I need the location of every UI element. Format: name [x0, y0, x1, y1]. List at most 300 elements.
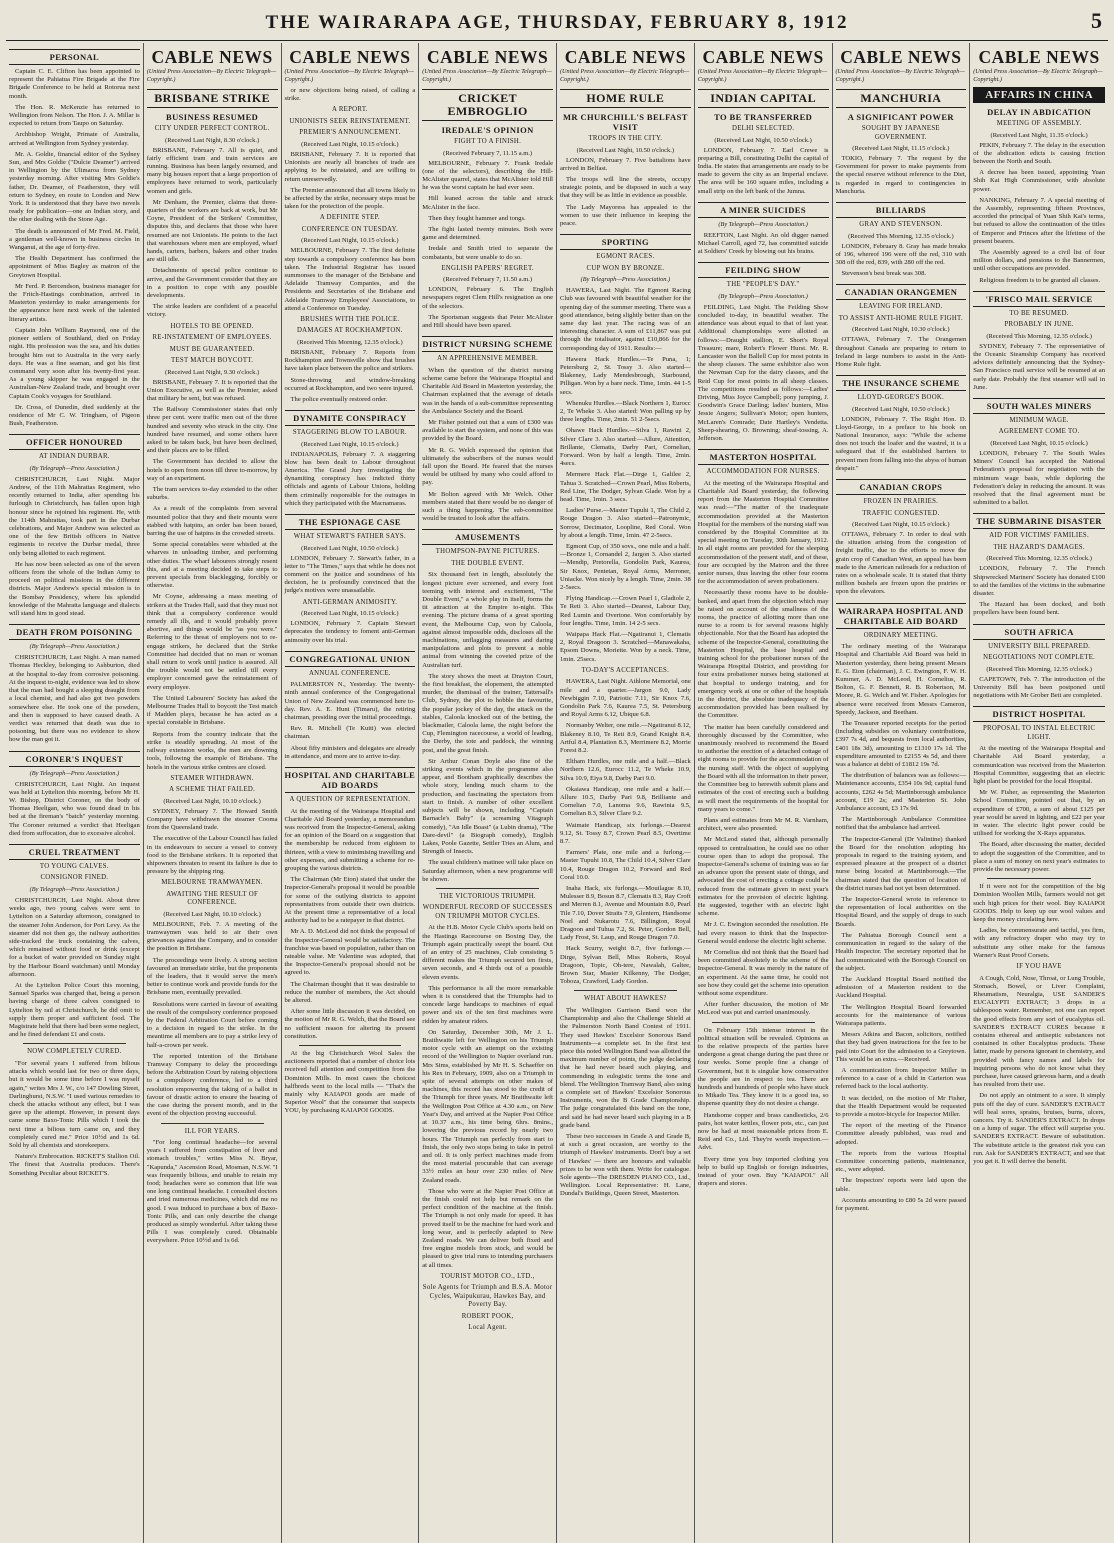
- subhead: CONSIGNOR FINED.: [40, 874, 109, 882]
- subhead: CUP WON BY BRONZE.: [586, 264, 665, 272]
- paragraph: The ordinary meeting of the Wairarapa Hospital and Charitable Aid Board was held in Masterton yesterday, there being present Messrs E. G. Eton (chairman), J. C. Ewington, F. W. H. Kummer, A. D. McLeod, H. Cornelius, R. Bolton, G. F. Bennett, R. B. Robertson, M. Moore, R. G. Welch and W. Fisher. Apologies for absence were received from Messrs Cameron, Speedy, Jackson, and Beetham.: [835, 643, 967, 716]
- paragraph: The Board, after discussing the matter, decided to adopt the suggestion of the Committee, and to place a sum of money on next year's estimates to provide the necessary power.: [973, 841, 1105, 874]
- headline-officer: OFFICER HONOURED: [9, 434, 140, 450]
- paragraph: Ohawe Hack Hurdles.—Silva 1, Rawini 2, Silver Clare 3. Also started:—Allure, Attention, Brillante, Clematis, Darby Pari, Cornelian, Forward. Won by half a length. Time, 2min. 4secs.: [560, 427, 691, 468]
- paragraph: These two successes in Grade A and Grade B, at such a great occasion, are worthy to the triumph of Hawkes' instruments. Don't buy a set of Hawkes' — there are honours and valuable prizes to be won with them. Write for catalogue. Sole agents—The DRESDEN PIANO CO., Ltd., Wellington. Local Representative: H. Lane, Dundal's Buildings, Queen Street, Masterton.: [560, 1133, 691, 1198]
- paragraph: HAWERA, Last Night. The Egmont Racing Club was favoured with beautiful weather for the opening day of the summer meeting. There was a good attendance, being slightly better than on the same day last year. The racing was of an interesting character. A sum of £11,867 was put through the totalisator, against £10,866 for the corresponding day of 1911. Results:—: [560, 287, 691, 352]
- subhead: TO BE TRANSFERRED: [714, 112, 813, 122]
- headline-wairarapa-board: WAIRARAPA HOSPITAL AND CHARITABLE AID BOARD: [836, 603, 967, 629]
- ad-company: TOURIST MOTOR CO., LTD.,: [440, 1272, 535, 1280]
- subhead: AT INDIAN DURBAR.: [38, 453, 110, 461]
- received-time: (Received This Morning, 12.35 o'clock.): [986, 332, 1092, 340]
- paragraph: or new objections being raised, of calling a strike.: [284, 87, 416, 103]
- paragraph: After some little discussion it was decided, on the motion of Mr R. G. Welch, that the Board see no sufficient reason for altering its present constitution.: [284, 1008, 416, 1040]
- paragraph: About fifty ministers and delegates are already in attendance, and more are to arrive to-day.: [284, 744, 416, 760]
- subhead: GRAY AND STEVENSON.: [859, 221, 943, 229]
- paragraph: At the big Christchurch Wool Sales the auctioneers reported that a number of choice lots received full attention and competition from the Dominion Mills. In most cases the choicest halfbreds went to the local mills — "That's the mainly why KAIAPOI goods are made of Superior Wool" that the consumer that suspects YOU, by purchasing KAIAPOI GOODS.: [284, 1050, 416, 1115]
- paragraph: Rev. R. Mitchell (Te Kuiti) was elected chairman.: [284, 725, 416, 741]
- subhead: MELBOURNE TRAMWAYMEN.: [161, 879, 263, 887]
- paragraph: The Hazard has been docked, and both propellers have been found bent.: [973, 601, 1105, 617]
- received-time: (Received Last Night, 9.30 o'clock.): [165, 368, 260, 376]
- headline-masterton-hospital: MASTERTON HOSPITAL: [698, 449, 829, 465]
- paragraph: Inaha Hack, six furlongs.—Mouilague 8.10, Mulesser 8.9, Bosun 8.7, Clematis 8.3, Ray Croft and Merren 8.1, Avenue and Mountain 8.0, Pearl Tile 7.10, Dover Straits 7.9, Glentern, Handsome Noel and Nukarotu 7.6, Billington, Royal Dragoon and Tuhua 7.2, St. Peter, Gordon Bell, Lady Frost, St. Laup, and Rouge Dragon 7.0.: [560, 885, 691, 942]
- paragraph: Stevenson's best break was 308.: [841, 270, 927, 278]
- paragraph: The police eventually restored order.: [290, 395, 388, 403]
- paragraph: SYDNEY, February 7. The Howard Smith Company have withdrawn the steamer Cooma from the Queensland trade.: [146, 807, 278, 832]
- cable-news-header: CABLE NEWS: [702, 47, 824, 67]
- paragraph: The Inspectors' reports were laid upon the table.: [835, 1177, 967, 1193]
- subhead: IF YOU HAVE: [1016, 963, 1062, 971]
- paragraph: Mr McLeod stated that, although personally opposed to centralisation, he could see no other course open than to adopt the proposal. The Inspector-General's scheme of training was so far an advance upon the present state of things, and advocated the cost of erecting a cottage could be reduced from the estimate given in next year's estimates for the provision of electric lighting. He suggested, together with an electric light scheme.: [697, 836, 829, 918]
- paragraph: Religious freedom is to be granted all classes.: [979, 276, 1101, 284]
- subhead: THOMPSON-PAYNE PICTURES.: [435, 548, 540, 556]
- paragraph: CHRISTCHURCH, Last Night. A man named Thomas Heckley, belonging to Ashburton, died at the hospital to-day from corrosive poisoning. At the inquest to-night, evidence was led to show that the man had bought a sleeping draught from a local chemist, and had also got two powders somewhere else. He took one of the powders, and then is supposed to have caused death. A verdict was returned that death was due to poisoning, but there was no evidence to show how the man got it.: [9, 654, 140, 744]
- column-3: [282, 43, 420, 1543]
- headline-feilding: FEILDING SHOW: [698, 262, 829, 278]
- paragraph: Do not apply an ointment to a sore. It simply puts off the day of cure. SANDER'S EXTRACT will heal sores, sprains, bruises, burns, ulcers, cancers. Try it. SANDER'S EXTRACT. In drops on a lump of sugar. The effect will surprise you. SANDER'S EXTRACT. Beware of substitution. The substitute article is the greatest risk you can run. Ask for SANDER'S EXTRACT, and see that you get it. It will derive the benefit.: [973, 1092, 1105, 1166]
- received-time: (Received Last Night, 10.15 o'clock.): [301, 237, 399, 245]
- paragraph: The Auckland Hospital Board notified the admission of a Masterton resident to the Auckland Hospital.: [835, 975, 967, 1000]
- subhead: WHAT STEWART'S FATHER SAYS.: [293, 533, 407, 541]
- paragraph: The Assembly agreed to a civil list of four million dollars, and pensions to the Bannermen, until other occupations are provided.: [973, 248, 1105, 273]
- paragraph: The Government has decided to allow the hotels to open from noon till three to-morrow, by way of an experiment.: [146, 458, 278, 482]
- subhead: PROBABLY IN JUNE.: [1004, 321, 1074, 329]
- paragraph: Eltham Hurdles, one mile and a half.—Black Northern 12.6, Eurocc 11.2, Te Wheke 10.9, Silva 10.9, Eiya 9.8, Darby Pari 9.0.: [560, 758, 691, 782]
- paragraph: The Railway Commissioner states that only three per cent. were traffic men out of the three hundred and seventy who struck in the city. One hundred have resumed, and some others have asked to be taken back, but have been declined, and their places are to be filled.: [146, 406, 278, 455]
- paragraph: The story shows the meet at Drayton Court, the first breakfast, the elopement, the attempted murder, the dismissal of the trainer, Tattersall's Club, Sydney, the plot to hobble the favourite, the popular jockey of the day, the attack on the stables, Caloola knocked out of the betting, the blackmailer, Caloola lame, the night before the Cup, Flemington racecourse, a world of leading, the Derby, the tote and paddock, the winning post, and the great finish.: [422, 672, 553, 754]
- received-time: (Received Last Night, 10.50 o'clock.): [714, 136, 812, 144]
- subhead: PROPOSAL TO INSTAL ELECTRIC LIGHT.: [982, 725, 1096, 741]
- paragraph: Every time you buy imported clothing you help to build up English or foreign industries, instead of your own. Buy "KAIAPOI." All drapers and stores.: [697, 1155, 829, 1188]
- received-time: (Received Last Night, 11.35 o'clock.): [990, 131, 1088, 139]
- telegraph-credit: (By Telegraph—Press Association.): [718, 292, 808, 300]
- paragraph: Waipapa Hack Flat.—Ngatiranui 1, Clematis 2, Royal Dragoon 3. Scratched—Manawakaha, Epsom Downs, Moriette. Won by a neck. Time, 1min. 25secs.: [560, 631, 691, 663]
- paragraph: LONDON, February 8. Gray has made breaks of 196, whereof 196 were off the red, 310 with 308 off the red, 839, with 280 off the red.: [835, 242, 967, 266]
- paragraph: The Treasurer reported receipts for the period (including subsidies on voluntary contributions, £397 7s 4d, and bequests from local authorities, £401 18s 3d), amounting to £1310 17s 1d. The expenditure amounted to £2155 4s 5d, and there was a balance at debit of £1812 19s 7d.: [835, 720, 967, 769]
- association-credit: (United Press Association—By Electric Telegraph—Copyright.): [284, 68, 414, 83]
- subhead: NEGOTIATIONS NOT COMPLETE.: [983, 654, 1096, 662]
- subhead: FIGHT TO A FINISH.: [454, 138, 522, 145]
- paragraph: Ladies' Purse.—Master Tupuhi 1, The Child 2, Rouge Dragon 3. Also started—Patronymic, Sorrow, Decimator, Loopline, Red Coral. Won by about a length. Time, 1min. 47 2-5secs.: [560, 507, 691, 539]
- paragraph: A decree has been issued, appointing Yuan Shih Kai High Commissioner, with absolute power.: [973, 169, 1105, 193]
- paragraph: Normanby Welter, one mile.—Ngatiranui 8.12, Blakeney 8.10, Te Reti 8.9, Grand Knight 8.4, Artful 8.4, Plantation 8.3, Merrimere 8.2, Morrie Forest 8.2.: [560, 722, 691, 754]
- paragraph: Mermere Hack Flat.—Dirge 1, Galilee 2, Tahua 3. Scratched—Crown Pearl, Miss Roberts, Red Line, The Dodger, Sylvan Glade. Won by a head. Time, 1min. 3 secs.: [560, 471, 691, 503]
- telegraph-credit: (By Telegraph—Press Association.): [29, 643, 120, 651]
- paragraph: Hack Scurry, weight 8.7, five furlongs.—Dirge, Sylvan Bell, Miss Roberts, Royal Dragoon, Topic, Oh-tere, Nawalah, Galtee, Brown Star, Master Kilkenny, The Dodger, Toboza, Crawford, Lady Gordon.: [560, 945, 691, 986]
- paragraph: Messrs Atkins and Bacon, solicitors, notified that they had given instructions for the fee to be paid into Court for the admission to a Greytown. This would be an extra.—Received.: [835, 1031, 967, 1063]
- paragraph: Handsome copper and brass candlesticks, 2/6 pairs, hot water kettles, flower pots, etc., can just now be had at most reasonable prices from E. Reid and Co., Ltd. They're worth inspection.—Advt.: [697, 1111, 829, 1152]
- paragraph: Resolutions were carried in favour of awaiting the result of the compulsory conference proposed by the Federal Arbitration Court before coming to a decision in regard to the strike. In the meantime all members are to pay a strike levy of half-a-crown per week.: [146, 1000, 278, 1049]
- subhead: AWAITING THE RESULT OF CONFERENCE.: [166, 890, 259, 907]
- paragraph: The usual children's matinee will take place on Saturday afternoon, when a new programme will be shown.: [422, 859, 553, 883]
- paragraph: The Premier announced that all towns likely to be affected by the strike, necessary steps must be taken for the protection of the people.: [284, 186, 416, 211]
- headline-orangemen: CANADIAN ORANGEMEN: [836, 284, 967, 300]
- headline-nursing: DISTRICT NURSING SCHEME: [422, 336, 553, 352]
- headline-coroner: CORONER'S INQUEST: [9, 751, 140, 767]
- subhead: NOW COMPLETELY CURED.: [27, 1048, 122, 1056]
- paragraph: Then they fought hammer and tongs.: [428, 214, 526, 222]
- paragraph: BRISBANE, February 7. Reports from Rockhampton and Townsville show that brushes have taken place between the police and strikers.: [284, 348, 416, 373]
- paragraph: The Inspector-General wrote in reference to the representation of local authorities on the Hospital Board, and the supply of drugs to such Boards.: [835, 896, 967, 928]
- paragraph: At the meeting of the Wairarapa Hospital and Charitable Aid Board yesterday, a communication was received from the Masterton Hospital Committee, suggesting that an electric light plant be provided for the local Hospital.: [973, 745, 1105, 786]
- received-time: (Received Last Night, 10.10 o'clock.): [163, 797, 261, 805]
- received-time: (Received Last Night, 8.30 o'clock.): [165, 136, 260, 144]
- subhead: TEST MATCH BOYCOTT.: [170, 357, 254, 365]
- paragraph: The United Labourers' Society has asked the Melbourne Trades Hall to boycott the Test match if Madden plays, because he has acted as a special constable in Brisbane.: [146, 694, 278, 727]
- headline-miner: A MINER SUICIDES: [698, 202, 829, 218]
- subhead: MR CHURCHILL'S BELFAST VISIT: [562, 112, 688, 132]
- subhead: AN APPREHENSIVE MEMBER.: [437, 355, 539, 363]
- paragraph: The matter has been carefully considered and thoroughly discussed by the Committee, who unanimously resolved to recommend the Board to authorise the erection of a detached cottage of eight rooms to provide for the accommodation of the nursing staff. With the object of supplying the Board with all the information in their power, the Committee beg to herewith submit plans and estimates of the cost of erecting such a building as will meet the requirements of the hospital for many years to come.": [697, 723, 829, 813]
- paragraph: Captain C. E. Clifton has been appointed to represent the Pahiatua Fire Brigade at the Fire Brigade Conference to be held at Rotorua next month.: [9, 68, 140, 100]
- headline-south-africa: SOUTH AFRICA: [973, 624, 1105, 640]
- paragraph: Mr Bolton agreed with Mr Welch. Other members stated that there would be no danger of such a thing happening. The sub-committee would be trusted to look after the affairs.: [422, 490, 553, 523]
- paragraph: A communication from Inspector Miller in reference to a case of a child in Carterton was referred back to the local authority.: [835, 1066, 967, 1091]
- paragraph: The reports from the various Hospital Committee concerning patients, maintenance, etc., were adopted.: [835, 1149, 967, 1174]
- received-time: (Received Last Night, 11.15 o'clock.): [852, 145, 950, 152]
- paragraph: CHRISTCHURCH, Last Night. Major Andrew, of the 11th Mahrattas Regiment, who recently returned to India, after spending his furlough in Christchurch, has fallen upon high honour since he rejoined his regiment. He, with the 114th Mahrattas, took part in the Durbar celebrations, and Major Andrew was selected as one of the few British officers in Native regiments to receive the Durbar medal, three only being allotted to each regiment.: [9, 475, 140, 557]
- paragraph: MELBOURNE, February 7. Frank Iredale (one of the selectors), describing the Hill-McAlister quarrel, states that McAlister told Hill he was the worst captain he had ever seen.: [422, 159, 553, 192]
- paragraph: A Cough, Cold, Nose, Throat, or Lung Trouble, Stomach, Bowel, or Liver Complaint, Rheumatism, Neuralgia, USE SANDER'S EUCALYPTI EXTRACT; 3 drops in a tablespoon water. Remember, not one can report the good effects from any sort of eucalyptus oil. SANDER'S EXTRACT CURES because it contains ethereal and antiseptic substances not contained in other Eucalyptus products. These latter, made by persons ignorant in chemistry, and provided with fancy names and labels for inquiring persons who do not know what they purchase, have caused grievous harm, and a death has resulted from their use.: [973, 974, 1105, 1089]
- paragraph: The Chairman (Mr Eton) stated that under the Inspector-General's proposal it would be possible for some of the outlying districts to appoint representatives from outside their own districts. At the present time a representative of a local authority had to be a ratepayer in that district.: [284, 876, 416, 925]
- paragraph: BRISBANE, February 7. It is reported that Unionists are nearly all branches of trade are applying to be reinstated, and are willing to return unreservedly.: [284, 150, 416, 183]
- paragraph: Plans and estimates from Mr M. R. Varnham, architect, were also presented.: [697, 816, 829, 833]
- subhead: ANNUAL CONFERENCE.: [308, 669, 391, 677]
- paragraph: The reported intention of the Brisbane Tramway Company to delay the proceedings before the Arbitration Court by raising objections to a compulsory conference, led to a third resolution empowering the taking of a ballot in favour of drastic action to ensure the hearing of the case during the present month, and in the event of the objection proving successful.: [146, 1052, 278, 1118]
- subhead: A SIGNIFICANT POWER: [847, 112, 954, 122]
- headline-brisbane: BRISBANE STRIKE: [147, 89, 278, 108]
- subhead: UNIVERSITY BILL PREPARED.: [988, 642, 1091, 650]
- paragraph: LONDON, February 7. Five battalions have arrived in Belfast.: [560, 156, 691, 172]
- paragraph: Egmont Cup, of 350 sovs., one mile and a half.—Bronze 1, Cornandel 2, Jargon 3. Also started—Mendip, Pretorella, Gondolin Park, Kaurea, Sir Knox, Pentetan, Royal Arms, Merroner, Uniacke. Won nicely by a length. Time, 2min. 38 2-5secs.: [560, 543, 691, 592]
- headline-congregational: CONGREGATIONAL UNION: [285, 651, 416, 667]
- headline-billiards: BILLIARDS: [836, 202, 967, 218]
- columns: [6, 43, 1108, 1543]
- paragraph: Reports from the country indicate that the strike is steadily spreading. At most of the railway extension works, the men are downing tools, following the example of Brisbane. The hotels in the various strike centres are closed.: [146, 730, 278, 771]
- association-credit: (United Press Association—By Electric Telegraph—Copyright.): [146, 68, 277, 83]
- subhead: UNIONISTS SEEK REINSTATEMENT.: [289, 117, 411, 125]
- paragraph: FEILDING, Last Night. The Feilding Show concluded to-day, in beautiful weather. The attendance was about equal to that of last year. Additional championships were allotted as follows:—Draught stallion, E. Short's Royal Treasure; mare, Robert's Flower Hurst. Mr. R. Lancaster won the Ballell Cup for most points in the sheep classes. The same exhibitor also won the Newman Cup for the dairy classes, and the Reid Cup for most points in all sheep classes. The competitions resulted as follows:—Ladies' Driving, Miss Joyce Campbell; pony jumping, J. Goodwin's Grace Darling; ladies' hunters, Miss Jessie Angers; Sullivan's Motor; open hunters, McLaren's Comrade; Date Hartley's Vendetta. Sheep-shearing, O. Browning; sheaf-tossing, A. Jefferson.: [697, 303, 829, 443]
- paragraph: At the meeting of the Wairarapa Hospital and Charitable Aid Board yesterday, the following report from the Masterton Hospital Committee was read:—"The matter of the inadequate accommodation provided at the Masterton Hospital for the members of the nursing staff was considered by the Hospital Committee at its special meeting on Tuesday, 30th January, 1912. In all eight rooms are provided for the sleeping accommodation of the present staff, and of these, four are occupied by the Matron and the three senior nurses, thus leaving the other four rooms for the accommodation of seven probationers.: [697, 479, 829, 586]
- received-time: (Received Last Night, 10.15 o'clock.): [301, 140, 399, 148]
- paragraph: Mr. A. Goldie, financial editor of the Sydney Sun, and Mrs Goldie ("Dulcie Deamer") arrived in Wellington by the Ulimaroa from Sydney yesterday morning. After visiting Mrs Goldie's father, Dr. Deamer, of Featherston, they will return to Sydney, en route to London and New York. It is understood that they have two novels ready for publication—one an Indian story, and the other dealing with the Stone Age.: [9, 150, 140, 224]
- cable-news-header: CABLE NEWS: [427, 47, 549, 67]
- cable-news-header: CABLE NEWS: [289, 47, 411, 67]
- column-7: [833, 43, 971, 1543]
- paragraph: Six thousand feet in length, absolutely the longest picture ever screened, and every foot teeming with interest and excitement, "The Double Event," a whole play in itself, forms the tit attraction at the Empire to-night. This evening. The picture drama of a great sporting event, the Melbourne Cup, won by Caloola, against almost impossible odds, discloses all the machinations, unflagging measures and daring manipulations and plots to prevent a noble animal from winning the coveted prize of the Australian turf.: [422, 571, 553, 669]
- headline-indian-capital: INDIAN CAPITAL: [698, 89, 829, 108]
- paragraph: If it were not for the competition of the big Dominion Woollen Mills, farmers would not get such high prices for their wool. Buy KAIAPOI GOODS. Help to keep up our wool values and keep the money circulating here.: [973, 883, 1105, 924]
- received-time: (Received February 7, 11.50 a.m.): [443, 276, 533, 284]
- divider: [23, 1043, 126, 1044]
- paragraph: The Lady Mayoress has appealed to the women to use their influence in keeping the peace.: [560, 203, 691, 227]
- paragraph: BRISBANE, February 7. All is quiet, and fairly efficient tram and train services are running. Business has been largely resumed, and many big houses report that a large proportion of employees have returned to work, particularly women and girls.: [146, 146, 278, 195]
- headline-manchuria: MANCHURIA: [836, 89, 967, 108]
- paragraph: Okaiawa Handicap, one mile and a half.—Allure 10.5, Darby Pari 9.8, Brilliante and Cornelian 7.0, Lanoma 9.6, Rawinia 9.5, Cornelian 8.3, Silver Clare 9.2.: [560, 785, 691, 818]
- paragraph: Nature's Embrocation. RICKET'S Stallion Oil. The finest that Australia produces. There's Something Peculiar about RICKET'S.: [9, 1153, 140, 1177]
- paragraph: LONDON, February 7. Stewart's father, in a letter to "The Times," says that while he does not comment on the justice and soundness of his decision, he is profoundly convinced that the judge's motives were unassailable.: [284, 554, 416, 595]
- divider: [987, 878, 1091, 879]
- paragraph: LONDON, February 7. Earl Crewe is preparing a Bill, constituting Delhi the capital of India. He states that arrangements are ready to be made to govern the city as an Imperial enclave. The area will be 160 square miles, including a small strip on the left bank of the Jumna.: [697, 146, 829, 195]
- paragraph: On February 15th intense interest in the political situation will be revealed. Opinions as to the relative prospects of the parties have undergone a great change during the past three or four weeks. Some people fine a change of Government, but it is singular how conservative the people are in respect to tea. There are hundreds and hundreds of people who have stuck to Mikado Tea. They know it is a good tea, so dispense quantity they do not desire a change.: [697, 1026, 829, 1108]
- paragraph: The Martinborough Ambulance Committee notified that the ambulance had arrived.: [835, 816, 967, 832]
- telegraph-credit: (By Telegraph—Press Association.): [29, 769, 120, 777]
- association-credit: (United Press Association—By Electric Telegraph—Copyright.): [835, 68, 965, 83]
- paragraph: Captain John William Raymond, one of the pioneer settlers of Southland, died on Friday night. His profession was the sea, and his duties brought him out to Australia in the very early days. He was a fine seaman, and got his first command very soon after his twenty-first year. As a young skipper he was engaged in the Australian-New Zealand trade, and brought over Captain Cook's voyages for Southland.: [9, 326, 140, 400]
- cable-news-header: CABLE NEWS: [564, 47, 686, 67]
- paragraph: LONDON, February 7. The French Shipwrecked Mariners' Society has donated £100 to aid the families of the victims in the submarine disaster.: [973, 565, 1105, 597]
- paragraph: The fight lasted twenty minutes. Both were game and determined.: [422, 225, 553, 242]
- received-time: (Received February 7, 11.15 a.m.): [443, 149, 533, 157]
- subhead: THE VICTORIOUS TRIUMPH.: [439, 892, 536, 900]
- paragraph: Mr Denham, the Premier, claims that three-quarters of the workers are back at work, but Mr Coyne, President of the Strikers' Committee, disputes this, and declares that those who have resumed are not Unionists. He points to the fact that warehouses where men are employed, wharf hands, carters, barbers, bakers and other trades are still idle.: [146, 198, 278, 264]
- paragraph: The Wellington Hospital Board forwarded accounts for the maintenance of various Wairarapa patients.: [835, 1003, 967, 1027]
- paragraph: Some special constables were whistled at the wharves in unloading timber, and performing other duties. The wharf labourers strongly resent this, and at a meeting decided to take steps to prevent specials from blacklegging, forcibly or otherwise.: [146, 541, 278, 590]
- paragraph: The report of the meeting of the Finance Committee already published, was read and adopted.: [835, 1122, 967, 1146]
- subhead: ENGLISH PAPERS' REGRET.: [441, 264, 534, 272]
- received-time: (Received Last Night, 10.50 o'clock.): [852, 405, 950, 413]
- paragraph: SYDNEY, February 7. The representative of the Oceanic Steamship Company has received advices definitely announcing that the Sydney-San Francisco mail service will be resumed at an early date. Probably the first steamer will sail in June.: [973, 342, 1105, 391]
- paragraph: Mr Ferd. P. Bercendson, business manager for the Fritch-Hastings combination, arrived in Masterton yesterday to make arrangements for the appearance here next week of the talented literary artists.: [9, 282, 140, 323]
- paragraph: CHRISTCHURCH, Last Night. An inquest was held at Lyttelton this morning, before Mr H. W. Bishop, District Coroner, on the body of Thomas Heeligan, who was found dead in his bed at the fireman's "batch" yesterday morning. The Coroner returned a verdict that Heeligan died from suffocation, due to excessive alcohol.: [9, 780, 140, 837]
- ad-agent-title: Local Agent.: [468, 1324, 507, 1332]
- subhead: HOTELS TO BE OPENED.: [170, 322, 254, 330]
- paragraph: Mr A. D. McLeod did not think the proposal of the Inspector-General would be satisfactory. The franchise was based on population, rather than on rateable value. Mr Valentine was adopted, that the Inspector-General's proposal should not be agreed to.: [284, 928, 416, 977]
- subhead: DELAY IN ABDICATION: [987, 107, 1092, 117]
- association-credit: (United Press Association—By Electric Telegraph—Copyright.): [560, 68, 690, 83]
- paragraph: NANKING, February 7. A special meeting of the Assembly, representing fifteen Provinces, accorded the principal of Yuan Shih Kai's terms, but refused to allow the continuation of the titles of Emperor and Princes after the lifetime of the present bearers.: [973, 196, 1105, 245]
- paragraph: Archbishop Wright, Primate of Australia, arrived at Wellington from Sydney yesterday.: [9, 131, 140, 147]
- paragraph: Detachments of special police continue to arrive, and the Government consider that they are in a position to cope with any possible developments.: [146, 267, 278, 299]
- subhead: TO ASSIST ANTI-HOME RULE FIGHT.: [838, 314, 964, 322]
- headline-canadian-crops: CANADIAN CROPS: [836, 479, 967, 495]
- column-6: [695, 43, 833, 1543]
- subhead: TRAFFIC CONGESTED.: [862, 509, 940, 517]
- paragraph: The Chairman thought that it was desirable to reduce the number of members, the Act should be altered.: [284, 980, 416, 1005]
- paragraph: The Inspector-General (Dr Valintine) thanked the Board for the resolution adopting his proposals in regard to the training system, and expressed pleasure at the prospect of a district nurse being located at Martinborough.—The chairman stated that the question of location of the district nurses had not yet been determined.: [835, 835, 967, 892]
- paragraph: Accounts amounting to £80 5s 2d were passed for payment.: [835, 1196, 967, 1212]
- ad-line: Sole Agents for Triumph and B.S.A. Motor Cycles, Waipukurau, Hawkes Bay, and Poverty Bay.: [422, 1284, 553, 1309]
- paragraph: The distribution of balances was as follows:—Maintenance accounts, £354 10s 9d; capital fund accounts, £262 4s 5d; Martinborough ambulance account, £19 2s; and Masterton St. John Ambulance account, £3 17s 9d.: [835, 772, 967, 813]
- subhead: BUSINESS RESUMED: [166, 112, 259, 122]
- cable-news-header: CABLE NEWS: [978, 47, 1100, 67]
- paragraph: Those who were at the Napier Post Office at the finish could not help but remark on the perfect condition of the machine at the finish. The Triumph is not only made for speed. It has proved itself to be the machine for hard work and long wear, and is perfectly adapted to New Zealand roads. We can deliver both fixed and free engine models from stock, and would be pleased to give trial runs to intending purchasers at all times.: [422, 1187, 553, 1269]
- headline-submarine: THE SUBMARINE DISASTER: [973, 513, 1105, 529]
- subhead: MUST BE GUARANTEED.: [169, 345, 255, 353]
- headline-hospital-boards: HOSPITAL AND CHARITABLE AID BOARDS: [285, 767, 416, 793]
- received-time: (Received Last Night, 10.10 o'clock.): [163, 910, 261, 918]
- subhead: TO-DAY'S ACCEPTANCES.: [581, 666, 670, 674]
- received-time: (Received Last Night, 10.15 o'clock.): [990, 439, 1088, 447]
- paragraph: Whenuku Hurdles.—Black Northern 1, Eurocc 2, Te Wheke 3. Also started: Won palling up by three lengths. Time, 2min. 51 2-5secs.: [560, 399, 691, 424]
- subhead: FROZEN IN PRAIRIES.: [863, 498, 939, 506]
- paragraph: On Saturday, December 30th, Mr J. L. Braithwaite left for Wellington on his Triumph motor cycle with an attempt on the existing record of the Wellington to Napier overland run. Mrs Sims, established by Mr H. S. Schaeffer on his Rex in February, 1909, also on a Triumph in spite of several attempts on other makes of machines, this record has stood to the credit of the Triumph for three years. Mr Braithwaite left the Wellington Post Office at 4.30 a.m., on New Year's Day, and arrived at the Napier Post Office at 10.37 a.m., his time being 6hrs. 8mins., lowering the previous record by nearly two hours. The Triumph ran perfectly from start to finish, the only two stops being to take in petrol and oil. It is only perfect machines made from the most material procurable that can average 33½ miles an hour over 230 miles of New Zealand roads.: [422, 1028, 553, 1184]
- paragraph: The proceedings were lively. A strong section favoured an immediate strike, but the proponents of the leaders, that it would serve the men's better to continue work and provide funds for the Brisbane men, eventually prevailed.: [146, 956, 278, 997]
- paragraph: Farmers' Plate, one mile and a furlong.—Master Tupuhi 10.8, The Child 10.4, Silver Clare 10.4, Rouge Dragon 10.2, Forward and Red Coral 10.0.: [560, 849, 691, 881]
- subhead: AID FOR VICTIMS' FAMILIES.: [989, 532, 1090, 540]
- headline-amusements: AMUSEMENTS: [422, 529, 553, 545]
- subhead: AGREEMENT COME TO.: [998, 428, 1080, 436]
- subhead: A QUESTION OF REPRESENTATION.: [289, 796, 411, 804]
- subhead: MINIMUM WAGE.: [1009, 416, 1069, 424]
- column-8: [970, 43, 1108, 1543]
- cable-news-header: CABLE NEWS: [840, 47, 962, 67]
- subhead: ILL FOR YEARS.: [184, 1127, 240, 1135]
- paragraph: Ladies, be commensurate and tactful, yes firm, with any refractory draper who may try to substitute any other make for the famous Warner's Rust Proof Corsets.: [973, 927, 1105, 959]
- subhead: DAMAGES AT ROCKHAMPTON.: [296, 327, 403, 335]
- paragraph: PEKIN, February 7. The delay in the execution of the abdication edicts is causing friction between the North and South.: [973, 141, 1105, 165]
- subhead: EGMONT RACES.: [596, 253, 655, 261]
- cable-news-header: CABLE NEWS: [151, 47, 273, 67]
- paragraph: The executive of the Labour Council has failed in its endeavours to secure a vessel to convey food to the Brisbane strikers. It is reported that shipowners threaten to resent its failure is due to pressure by the shipping ring.: [146, 835, 278, 876]
- association-credit: (United Press Association—By Electric Telegraph—Copyright.): [973, 68, 1103, 83]
- paragraph: INDIANAPOLIS, February 7. A staggering blow has been dealt to Labour throughout America. The Grand Jury investigating the dynamiting conspiracy has indicted thirty officials and agents of Labour Unions, holding them criminally responsible for the outrages in which they participated with the Macnamaras.: [284, 450, 416, 507]
- headline-dynamite: DYNAMITE CONSPIRACY: [285, 410, 416, 426]
- divider: [161, 1123, 264, 1124]
- subhead: A DEFINITE STEP.: [319, 214, 380, 222]
- subhead: TROOPS IN THE CITY.: [588, 135, 663, 142]
- masthead: [6, 6, 1108, 41]
- headline-sporting: SPORTING: [560, 234, 691, 250]
- paragraph: Mr J. C. Ewington seconded the resolution. He had every reason to think that the Inspector-General would endorse the electric light scheme.: [697, 921, 829, 945]
- paragraph: TOKIO, February 7. The request by the Government for power to make payments from the special reserve without reference to the Diet, is regarded in regard to contingencies in Manchuria.: [835, 155, 967, 195]
- paragraph: The troops will line the streets, occupy strategic points, and be disposed in such a way that they will be as little in evidence as possible.: [560, 175, 691, 200]
- subhead: ACCOMMODATION FOR NURSES.: [706, 468, 820, 476]
- paragraph: Mr R. G. Welch expressed the opinion that ultimately the subscribers of the nurses would fall upon the Board. He feared that the nurses would be utilised by many who could afford to pay.: [422, 446, 553, 487]
- paragraph: This performance is all the more remarkable when it is considered that the Triumphs had to concede large handicaps to machines of equal power and six of the ten first machines were ridden by amateur riders.: [422, 984, 553, 1025]
- subhead: STAGGERING BLOW TO LABOUR.: [292, 429, 407, 437]
- subhead: PREMIER'S ANNOUNCEMENT.: [299, 129, 401, 137]
- headline-death: DEATH FROM POISONING: [9, 624, 140, 640]
- paragraph: Dr. Cross, of Dunedin, died suddenly at the residence of Mr C. W. Tringham, of Pigeon Bush, Featherston.: [9, 403, 140, 428]
- headline-cricket: CRICKET EMBROGLIO: [422, 89, 553, 121]
- paragraph: It was decided, on the motion of Mr Fisher, that the Health Department would be requested to provide a motor-bicycle for Inspector Miller.: [835, 1094, 967, 1118]
- headline-frisco: 'FRISCO MAIL SERVICE: [973, 291, 1105, 307]
- subhead: IREDALE'S OPINION: [441, 125, 534, 135]
- telegraph-credit: (By Telegraph—Press Association.): [718, 220, 808, 228]
- paragraph: The tram services to-day extended to the other suburbs.: [146, 486, 278, 502]
- divider: [436, 888, 539, 889]
- paragraph: Iredale and Smith tried to separate the combatants, but were unable to do so.: [422, 245, 553, 261]
- paragraph: OTTAWA, February 7. In order to deal with the situation arising from the congestion of freight traffic, due to the efforts to move the grain crop of Canadian West, an appeal has been made to the American railroads for a reduction of rates on a wholesale scale. It is stated that thirty million bushels are frozen upon the prairies or upon the elevators.: [835, 531, 967, 596]
- column-1: [6, 43, 144, 1543]
- paragraph: "For long continual headache—for several years I suffered from constipation of liver and stomach troubles," writes Miss N. Bryar, "Kapunda," Ascension Road, Mosman, N.S.W. "I was frequently bilious, and unable to retain my food; headaches were so common that life was one long continual headache. I consulted doctors and tried numerous medicines, which did me no good. I was induced to purchase a box of Baxo-Tonic Pills, and can only describe the change produced as simply wonderful. After taking these Pills I was completely cured. Obtainable everywhere. Price 10½d and 1s 6d.: [146, 1139, 278, 1245]
- subhead: ANTI-GERMAN ANIMOSITY.: [302, 598, 398, 606]
- paragraph: Necessarily these rooms have to be double-banked, and apart from the objection which may be raised on account of the smallness of the rooms, the practice of allotting more than one nurse to a room is for several reasons highly objectionable. Nor that the Board has adopted the scheme of the Inspector-General, constituting the Masterton Hospital, the base hospital and training school for the probationer nurses of the Wairarapa Hospital District, and providing for four extra probationer nurses being stationed at that hospital to undergo training, and for emergency work at one or other of the hospitals in the district, the absolute inadequacy of the accommodation provided has been realised by the Committee.: [697, 589, 829, 720]
- headline-south-wales: SOUTH WALES MINERS: [973, 398, 1105, 414]
- column-2: [144, 43, 282, 1543]
- subhead: ORDINARY MEETING.: [863, 631, 939, 639]
- received-time: (Received Last Night, 10.30 o'clock.): [852, 326, 950, 334]
- paragraph: Hawera Hack Hurdles.—Te Puna, 1; Petersburg 2, St. Tossy 3. Also started—Blakeney, Lady Mendesbrough, Starbound, Pilligan. Won by a bare neck. Time, 1min. 44 1-5 secs.: [560, 355, 691, 396]
- headline-cruel: CRUEL TREATMENT: [9, 844, 140, 860]
- subhead: WHAT ABOUT HAWKES?: [583, 995, 667, 1003]
- paragraph: Hill leaned across the table and struck McAlister in the face.: [422, 195, 553, 211]
- subhead: CONFERENCE ON TUESDAY.: [301, 225, 398, 233]
- paragraph: Stone-throwing and window-breaking occurred at Rockhampton, and two were injured.: [284, 376, 416, 392]
- received-time: (Received Last Night, 10.50 o'clock.): [576, 146, 675, 154]
- subhead: SOUGHT BY JAPANESE GOVERNMENT.: [861, 125, 940, 141]
- subhead: A SCHEME THAT FAILED.: [169, 786, 256, 794]
- paragraph: REEFTON, Last Night. An old digger named Michael Carroll, aged 72, has committed suicide at Soldiers' Creek by blowing out his brains.: [697, 231, 829, 256]
- paragraph: The Sportsman suggests that Peter McAlister and Hill should have been spared.: [422, 313, 553, 330]
- paragraph: After further discussion, the motion of Mr McLeod was put and carried unanimously.: [697, 1001, 829, 1017]
- column-4: [419, 43, 557, 1543]
- paragraph: Flying Handicap.—Crown Pearl 1, Gladiole 2, Te Reti 3. Also started—Dearest, Labour Day, Red Lumin and Overtone. Won comfortably by four lengths. Time, 1min. 14 2-5 secs.: [560, 595, 691, 627]
- paragraph: Mr W. Fisher, as representing the Masterton School Committee, pointed out that, by an expenditure of £700, a sum of about £125 per year would be saved in lighting, and £22 per year in water. The electric light power could be utilised for working the X-Rays apparatus.: [973, 789, 1105, 838]
- paragraph: Mr Coyne, addressing a mass meeting of strikers at the Trades Hall, said that they must not think that a compulsory conference would remedy all ills, and it would probably prove abortive, and things would be "as you were." Referring to the threat of employers not to re-engage strikers, he declared that the Strike Committee had decided that no man or woman shall return to work until justice is assured. All the trouble would not be settled till every employer concerned gave the reinstatement of every employee.: [146, 593, 278, 691]
- divider: [712, 1022, 815, 1023]
- paragraph: The Wellington Garrison Band won the Championship and also the Challenge Shield at the Palmerston North Band Contest of 1911. They used Hawkes' Excelsior Sonorous Band Instruments—a complete set. In the first test piece this noted Wellington Band was allotted the maximum number of points, the judge declaring that he had never heard such playing, and commending in eulogistic terms the tone and blend. The Wellington Tramway Band, also using a complete set of Hawkes' Excelsior Sonorous Instruments, won the B Grade Championship. The judge congratulated this band on the tone, and said he had never heard such playing in a B grade band.: [560, 1006, 691, 1129]
- received-time: (Received Last Night, 10.15 o'clock.): [301, 610, 399, 618]
- received-time: (Received This Morning, 12.35 o'clock.): [297, 338, 403, 346]
- paragraph: The death is announced of Mr Fred. M. Field, a gentleman well-known in business circles in Wanganui, at the age of forty-five.: [9, 227, 140, 252]
- paragraph: Mr Fisher pointed out that a sum of £300 was available to start the system, and none of this was provided by the Board.: [422, 418, 553, 443]
- paragraph: CAPETOWN, Feb. 7. The introduction of the University Bill has been postponed until negotiations with Mr Grober Beit are completed.: [973, 675, 1105, 700]
- paragraph: At the meeting of the Wairarapa Hospital and Charitable Aid Board yesterday, a memorandum was received from the Inspector-General, asking for an opinion of the Board on a suggestion that the membership be reduced from eighteen to thirteen, with a view to minimising travelling and other expenses, and submitting a scheme for re-grouping the various districts.: [284, 807, 416, 872]
- subhead: LEAVING FOR IRELAND.: [859, 303, 943, 311]
- received-time: (Received This Morning, 12.35 o'clock.): [848, 232, 954, 240]
- headline-personal: PERSONAL: [9, 49, 140, 65]
- column-5: [557, 43, 695, 1543]
- paragraph: MELBOURNE, Feb. 7. A meeting of the tramwaymen was held to air their own grievances against the Company, and to consider the position in Brisbane.: [146, 920, 278, 953]
- telegraph-credit: (By Telegraph—Press Association.): [29, 464, 120, 472]
- subhead: THE HAZARD'S DAMAGES.: [993, 543, 1085, 551]
- paragraph: LONDON, February 6. The English newspapers regret Clem Hill's resignation as one of the selectors.: [422, 286, 553, 310]
- headline-insurance: THE INSURANCE SCHEME: [836, 375, 967, 391]
- paragraph: The Pahiatua Borough Council sent a communication in regard to the salary of the Health Inspector. The secretary reported that he had communicated with the Borough Council on the subject.: [835, 931, 967, 972]
- received-time: (Received This Morning, 12.35 o'clock.): [986, 555, 1092, 563]
- paragraph: He has now been selected as one of the seven officers from the whole of the Indian Army to proceed on political missions in the different districts. Major Andrew's special mission is to the Bombay Presidency, where his splendid knowledge of the Mahratta language and dialects will stand him in good stead.: [9, 560, 140, 618]
- subhead: CITY UNDER PERFECT CONTROL.: [154, 125, 270, 132]
- paragraph: At the H.B. Motor Cycle Club's sports held on the Hastings Racecourse on Boxing Day, the Triumph again practically swept the board. Out of an entry of 25 machines, Club consisting 5 different makes the Triumph secured ten firsts, seven seconds, and 4 thirds out of a possible eleven events.: [422, 924, 553, 981]
- subhead: RE-INSTATEMENT OF EMPLOYEES.: [152, 334, 272, 342]
- headline-espionage: THE ESPIONAGE CASE: [285, 514, 416, 530]
- subhead: DELHI SELECTED.: [731, 125, 795, 132]
- headline-home-rule: HOME RULE: [560, 89, 691, 108]
- subhead: THE "PEOPLE'S DAY.": [726, 281, 800, 289]
- paragraph: BRISBANE, February 7. It is reported that the Union Executive, as well as the Premier, asked that military be sent, but was refused.: [146, 378, 278, 402]
- subhead: STEAMER WITHDRAWN.: [170, 774, 254, 782]
- subhead: LLOYD-GEORGE'S BOOK.: [857, 394, 945, 402]
- divider: [299, 1045, 402, 1046]
- paragraph: When the question of the district nursing scheme came before the Wairarapa Hospital and Charitable Aid Board in Masterton yesterday, the Chairman explained that the average of details was in the hands of a sub-committee representing the Ambulance Society and the Board.: [422, 366, 553, 415]
- paragraph: LONDON, February 7. The Right Hon. D. Lloyd-George, in a preface to his book on National Insurance, says: "While the scheme does not touch the loafer and the wastrel, it is a safeguard that if the established barriers to prevent men from falling into the abyss of human despair.": [835, 415, 967, 472]
- received-time: (Received Last Night, 10.50 o'clock.): [301, 544, 399, 552]
- paragraph: At the Lyttelton Police Court this morning, Samuel Sparks was charged that, being a person having charge of three calves consigned to Lyttelton by rail at Christchurch, he did omit to supply them proper and sufficient food. The Magistrate held that there had been some neglect, and he fined defendant £1 and costs.: [9, 981, 140, 1039]
- association-credit: (United Press Association—By Electric Telegraph—Copyright.): [697, 68, 828, 83]
- paragraph: Mr Cornelius did not think that the Board had been committed absolutely to the scheme of the Inspector-General. It was merely in the nature of an experiment. At the same time, he could not see how they could get the scheme into operation without some expenditure.: [697, 948, 829, 997]
- subhead: WONDERFUL RECORD OF SUCCESSES ON TRIUMPH MOTOR CYCLES.: [422, 904, 553, 920]
- headline-china: AFFAIRS IN CHINA: [973, 87, 1105, 103]
- headline-district-hospital: DISTRICT HOSPITAL: [973, 706, 1105, 722]
- paragraph: Waimate Handicap, six furlongs.—Dearest 9.12, St. Tossy 8.7, Crown Pearl 8.5, Overtime 8.7.: [560, 821, 691, 846]
- subhead: BRUSHES WITH THE POLICE.: [300, 315, 400, 323]
- paragraph: As a result of the complaints from several mounted police that they and their mounts were stabbed with hatpins, an order has been issued, barring the use of hatpins in the crowded streets.: [146, 505, 278, 538]
- telegraph-credit: (By Telegraph—Press Association.): [29, 885, 120, 893]
- paragraph: MELBOURNE, February 7. The first definite step towards a compulsory conference has been taken. The Industrial Registrar has issued summonses to the manager of the Brisbane and Adelaide Tramway Companies, and the Presidents and Secretaries of the Brisbane and Adelaide Tramway Employees' Associations, to attend a Conference on Tuesday.: [284, 247, 416, 312]
- paragraph: The Health Department has confirmed the appointment of Miss Bagley as matron of the Greytown Hospital.: [9, 255, 140, 279]
- ad-agent-name: ROBERT POOK,: [461, 1312, 514, 1320]
- telegraph-credit: (By Telegraph—Press Association.): [580, 276, 671, 284]
- subhead: TO YOUNG CALVES.: [39, 862, 109, 870]
- paragraph: LONDON, February 7. The South Wales Miners' Council has accepted the National Federation's proposal for negotiation with the minimum wage basis, while deploring the Federation's delay in reducing the amount. It was resolved that the final agreement must be submitted to a ballot.: [973, 449, 1105, 507]
- paragraph: LONDON, February 7. Captain Stewart deprecates the tendency to foment anti-German animosity over his trial.: [284, 620, 416, 644]
- subhead: THE DOUBLE EVENT.: [451, 559, 524, 567]
- paragraph: PALMERSTON N., Yesterday. The twenty-ninth annual conference of the Congregational Union of New Zealand was commenced here to-day. Rev. A. E. Hunt (Timaru), the retiring chairman, presiding over the initial proceedings.: [284, 681, 416, 722]
- paragraph: The strike leaders are confident of a peaceful victory.: [146, 303, 278, 319]
- paragraph: The Hon. R. McKenzie has returned to Wellington from Nelson. The Hon. J. A. Millar is expected to return from Taupo on Saturday.: [9, 103, 140, 128]
